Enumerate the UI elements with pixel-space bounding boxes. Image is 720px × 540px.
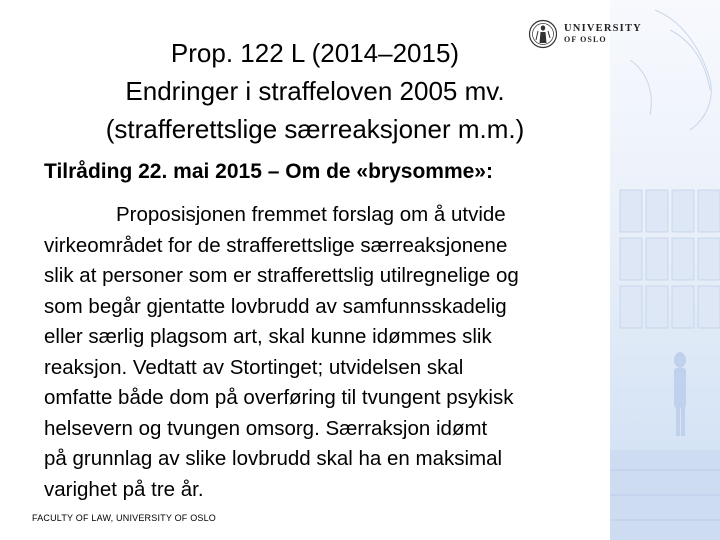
body-line: som begår gjentatte lovbrudd av samfunnsskadelig [44,294,507,318]
title-line-2: Endringer i straffeloven 2005 mv. [125,76,505,106]
logo-line-1: UNIVERSITY [564,23,642,34]
body-line: på grunnlag av slike lovbrudd skal ha en maksimal [44,447,503,470]
section-heading: Tilråding 22. mai 2015 – Om de «brysomme»: [44,160,493,183]
body-line: helsevern og tvungen omsorg. Særraksjon idømt [44,416,488,440]
body-line: eller særlig plagsom art, skal kunne idømmes slik [44,325,492,348]
title-line-3: (strafferettslige særreaksjoner m.m.) [105,114,525,144]
body-line: omfatte både dom på overføring til tvungent psykisk [44,386,514,409]
footer-text: FACULTY OF LAW, UNIVERSITY OF OSLO [32,513,217,523]
body-line: reaksjon. Vedtatt av Stortinget; utvidelsen skal [44,355,464,379]
body-line: virkeområdet for de strafferettslige særreaksjonene [44,233,508,257]
body-paragraph [44,200,614,505]
logo-line-2: OF OSLO [564,35,607,44]
title-line-1: Prop. 122 L (2014–2015) [170,38,460,68]
decorative-side-panel [610,0,720,540]
decorative-pattern-graphic [610,0,720,540]
body-line: slik at personer som er strafferettslig utilregnelige og [44,264,519,287]
body-line: Proposisjonen fremmet forslag om å utvide [116,203,506,226]
body-line: varighet på tre år. [44,477,204,501]
slide-title [30,34,600,148]
